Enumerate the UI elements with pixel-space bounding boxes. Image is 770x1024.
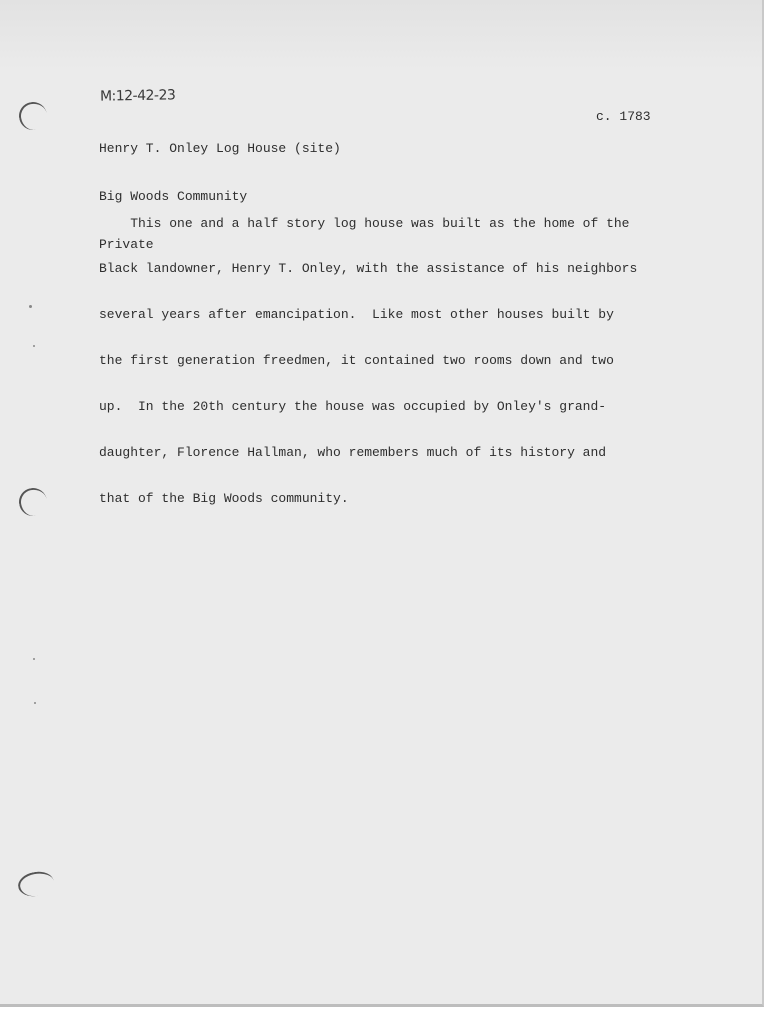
- description-paragraph: [99, 185, 637, 537]
- scan-speck: [34, 702, 36, 704]
- description-line: the first generation freedmen, it contained two rooms down and two: [99, 353, 614, 369]
- description-line: daughter, Florence Hallman, who remembers much of its history and: [99, 445, 607, 461]
- site-date: c. 1783: [596, 109, 651, 124]
- description-line: that of the Big Woods community.: [99, 490, 349, 506]
- description-line: up. In the 20th century the house was occupied by Onley's grand-: [99, 399, 607, 415]
- scan-speck: [29, 305, 32, 308]
- scan-shading: [0, 0, 762, 70]
- site-location: Big Woods Community: [99, 189, 248, 204]
- scan-speck: [33, 658, 35, 660]
- punch-hole-top: [17, 100, 49, 132]
- site-ownership: Private: [99, 237, 154, 252]
- description-line: This one and a half story log house was built as the home of the: [99, 215, 630, 231]
- punch-hole-middle: [17, 486, 49, 518]
- site-title: Henry T. Onley Log House (site): [99, 141, 341, 156]
- scan-speck: [33, 345, 35, 347]
- handwritten-reference-number: M:12-42-23: [99, 87, 176, 105]
- punch-hole-bottom: [16, 869, 56, 899]
- description-line: Black landowner, Henry T. Onley, with the assistance of his neighbors: [99, 261, 638, 277]
- description-line: several years after emancipation. Like most other houses built by: [99, 307, 614, 323]
